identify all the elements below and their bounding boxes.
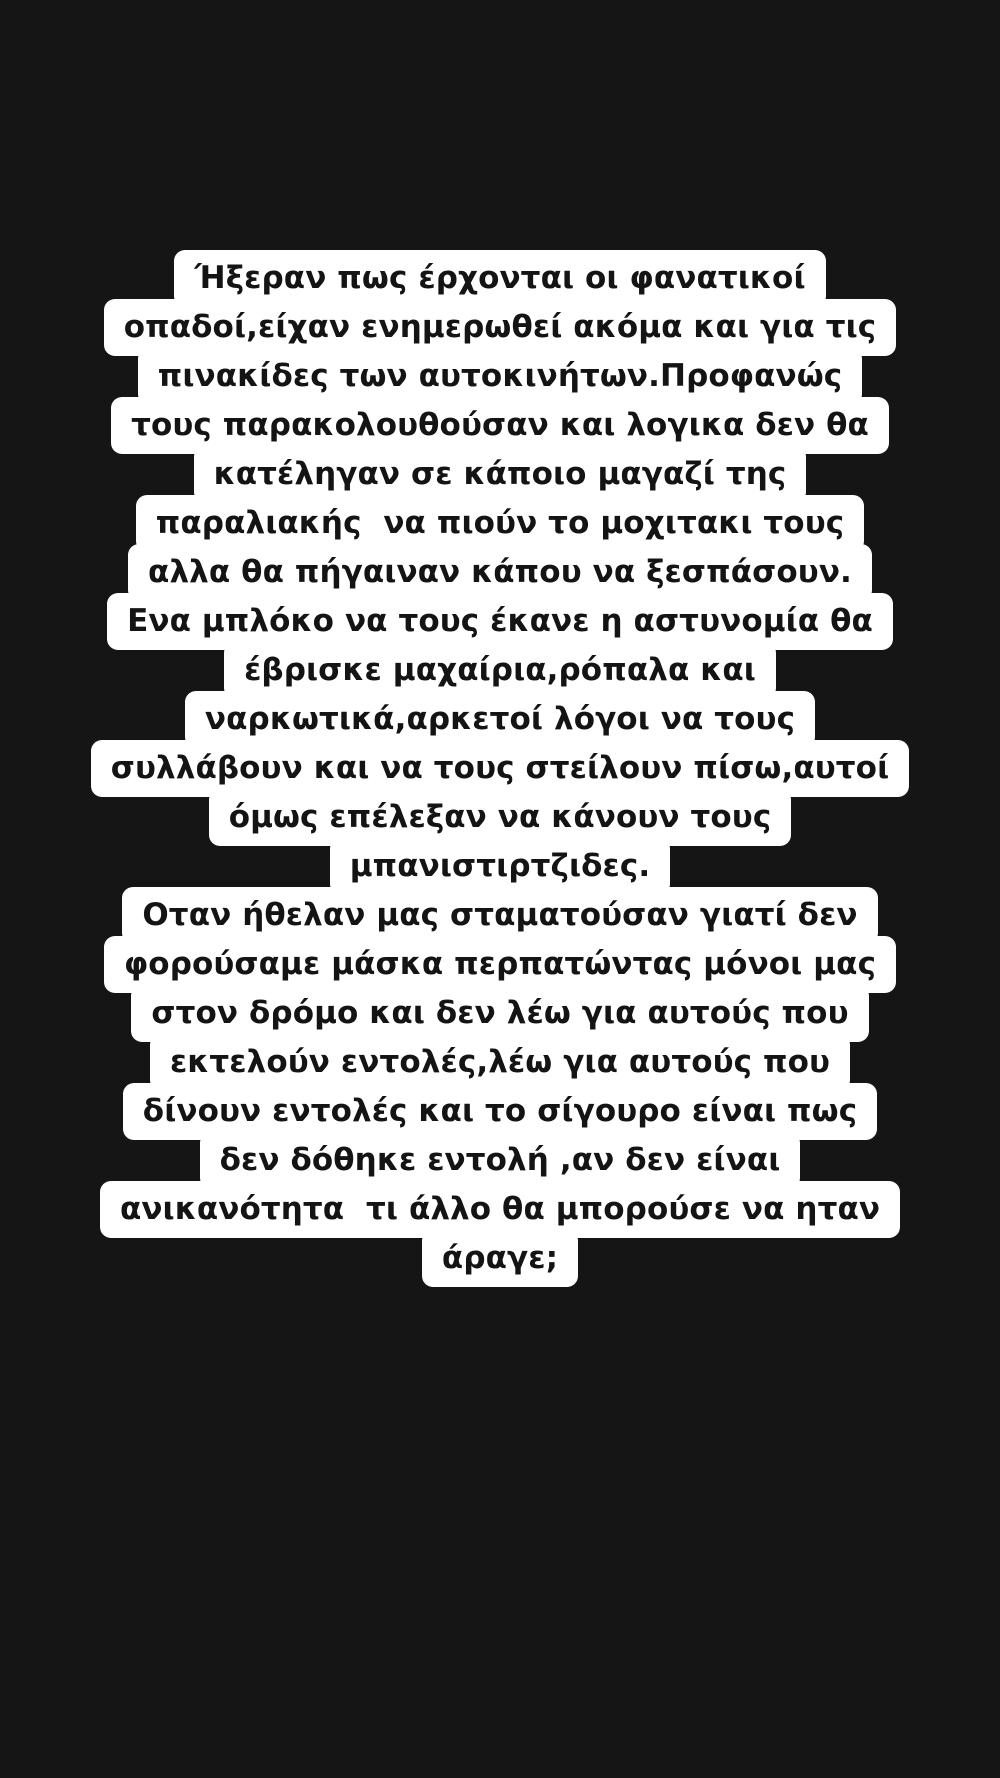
story-text-line: Οταν ήθελαν μας σταματούσαν γιατί δεν	[122, 887, 877, 944]
story-text-line: κατέληγαν σε κάποιο μαγαζί της	[194, 446, 807, 503]
story-text-line: φορούσαμε μάσκα περπατώντας μόνοι μας	[104, 936, 896, 993]
story-text-line: δεν δόθηκε εντολή ,αν δεν είναι	[200, 1132, 801, 1189]
story-text-line: μπανιστιρτζιδες.	[330, 838, 671, 895]
story-text-line: δίνουν εντολές και το σίγουρο είναι πως	[123, 1083, 877, 1140]
story-text-line: εκτελούν εντολές,λέω για αυτούς που	[150, 1034, 850, 1091]
story-text-line: άραγε;	[422, 1230, 578, 1287]
story-text-line: ναρκωτικά,αρκετοί λόγοι να τους	[185, 691, 815, 748]
story-text-block	[0, 254, 1000, 1283]
story-text-line: τους παρακολουθούσαν και λογικα δεν θα	[111, 397, 889, 454]
story-text-line: ανικανότητα τι άλλο θα μπορούσε να ηταν	[100, 1181, 900, 1238]
story-text-line: παραλιακής να πιούν το μοχιτακι τους	[136, 495, 864, 552]
story-text-line: οπαδοί,είχαν ενημερωθεί ακόμα και για τις	[104, 299, 897, 356]
story-text-line: συλλάβουν και να τους στείλουν πίσω,αυτοί	[91, 740, 910, 797]
story-text-line: στον δρόμο και δεν λέω για αυτούς που	[131, 985, 868, 1042]
story-text-line: Ενα μπλόκο να τους έκανε η αστυνομία θα	[107, 593, 893, 650]
story-text-line: όμως επέλεξαν να κάνουν τους	[209, 789, 792, 846]
story-text-line: έβρισκε μαχαίρια,ρόπαλα και	[224, 642, 776, 699]
story-text-line: Ήξεραν πως έρχονται οι φανατικοί	[174, 250, 825, 307]
story-text-line: αλλα θα πήγαιναν κάπου να ξεσπάσουν.	[128, 544, 872, 601]
story-text-line: πινακίδες των αυτοκινήτων.Προφανώς	[138, 348, 863, 405]
